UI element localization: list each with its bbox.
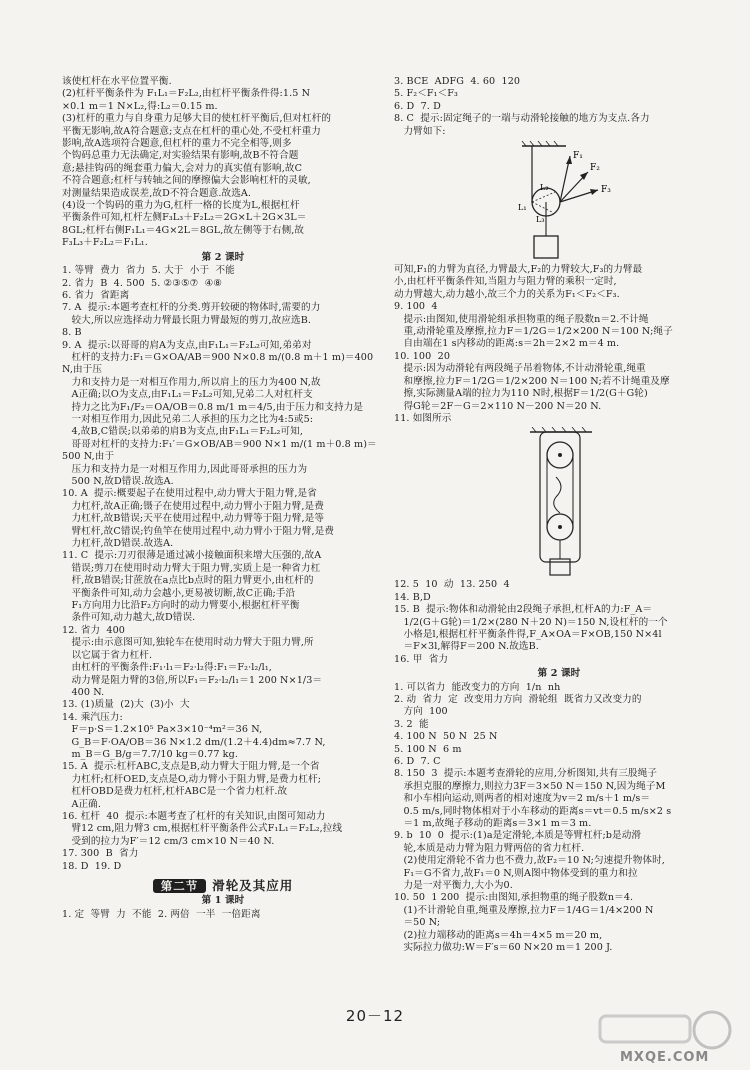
pulley-lesson2-heading: 第 2 课时 bbox=[537, 668, 581, 680]
pulley-answers-part1: 3. BCE ADFG 4. 60 120 5. F₂＜F₁＜F₃ 6. D 7. D 8. C 提示:固定绳子的一端与动滑轮接触的地方为支点.各力 力臂如下: bbox=[394, 76, 650, 137]
lever-experiment-answers: 该使杠杆在水平位置平衡. (2)杠杆平衡条件为 F₁L₁＝F₂L₂,由杠杆平衡条件得:1.5 N ×0.1 m＝1 N×L₂,得:L₂＝0.15 m. (3)杠杆的重力与自身重力足够大目的使杠杆平衡后,但对杠杆的 平衡无影响,故A符合题意;支点在杠杆的重心处,不受杠杆重力 影响,故A选项符合题意,但杠杆的重力不完全相等,则多 个钩码总重力无法确定,对实验结果有影响,故B不符合题 意;悬挂钩码的绳套重力偏大,会对力的真实值有影响,故C 不符合题意;杠杆与转轴之间的摩擦偏大会影响杠杆的灵敏, 对测量结果造成误差,故D不符合题意.故选A. (4)设一个钩码的重力为G,杠杆一格的长度为L,根据杠杆 平衡条件可知,杠杆左侧F₃L₃＋F₂L₂＝2G×L＋2G×3L＝ 8GL;杠杆右侧F₁L₁＝4G×2L＝8GL,故左侧等于右侧,故 F₃L₃＋F₂L₂＝F₁L₁. bbox=[62, 76, 332, 249]
section-badge: 第二节 bbox=[153, 879, 207, 893]
pulley-lesson1-heading: 第 1 课时 bbox=[201, 895, 245, 907]
section-heading bbox=[62, 879, 384, 893]
arrowhead-f3-icon bbox=[590, 189, 598, 195]
fixed-axle-icon bbox=[558, 453, 562, 457]
lesson2-heading: 第 2 课时 bbox=[201, 251, 245, 263]
movable-axle-icon bbox=[558, 525, 562, 529]
arrowhead-f1-icon bbox=[566, 156, 572, 164]
right-column bbox=[394, 76, 724, 955]
pulley-lesson2-answers: 1. 可以省力 能改变力的方向 1/n nh 2. 动 省力 定 改变用力方向 滑轮组 既省力又改变力的 方向 100 3. 2 能 4. 100 N 50 N 25 N 5. 100 N 6 m 6. D 7. C 8. 150 3 提示:本题考查滑轮的应用,分析图知,共有三股绳子 承担克服的摩擦力,则拉力3F＝3×50 N＝150 N,因为绳子M 和小车相向运动,则两者的相对速度为v＝2 m/s＋1 m/s＝ 0.5 m/s,同时物体相对于小车移动的距离s＝vt＝0.5 m/s×2 s ＝1 m,故绳子移动的距离s＝3×1 m＝3 m. 9. b 10 0 提示:(1)a是定滑轮,本质是等臂杠杆;b是动滑 轮,本质是动力臂为阻力臂两倍的省力杠杆. (2)使用定滑轮不省力也不费力,故F₂＝10 N;匀速提升物体时, F₁＝G不省力,故F₁＝0 N,则A图中物体受到的重力和拉 力是一对平衡力,大小为0. 10. 50 1 200 提示:由图知,承担物重的绳子股数n＝4. (1)不计滑轮自重,绳重及摩擦,拉力F＝1/4G＝1/4×200 N ＝50 N; (2)拉力端移动的距离s＝4h＝4×5 m＝20 m, 实际拉力做功:W＝F′s＝60 N×20 m＝1 200 J. bbox=[394, 681, 672, 954]
pulley-block-drawing bbox=[526, 427, 596, 577]
watermark-text: MXQE.COM bbox=[620, 1050, 710, 1065]
section-title: 滑轮及其应用 bbox=[212, 878, 294, 893]
page-number: 20－12 bbox=[345, 1007, 405, 1025]
left-column bbox=[62, 76, 384, 921]
label-l2: L₂ bbox=[540, 183, 549, 193]
label-f3: F₃ bbox=[601, 185, 611, 196]
pulley-answers-part2: 可知,F₁的力臂为直径,力臂最大,F₂的力臂较大,F₃的力臂最 小,由杠杆平衡条件知,当阻力与阻力臂的乘积一定时, 动力臂越大,动力越小,故三个力的关系为F₁＜F₂＜F₃. 9. 100 4 提示:由图知,使用滑轮组承担物重的绳子股数n＝2.不计绳 重,动滑轮重及摩擦,拉力F＝1/2G＝1/2×200 N＝100 N;绳子 自由端在1 s内移动的距离:s＝2h＝2×2 m＝4 m. 10. 100 20 提示:因为动滑轮有两段绳子吊着物体,不计动滑轮重,绳重 和摩擦,拉力F＝1/2G＝1/2×200 N＝100 N;若不计绳重及摩 擦,实际测量A端的拉力为110 N时,根据F＝1/2(G＋G轮) 得G轮＝2F－G＝2×110 N－200 N＝20 N. 11. 如图所示 bbox=[394, 264, 673, 424]
ceiling-hatch-icon bbox=[522, 141, 566, 146]
weight-block-icon bbox=[534, 236, 558, 258]
label-f2: F₂ bbox=[590, 163, 600, 174]
pulley-force-diagram bbox=[510, 140, 620, 262]
label-f1: F₁ bbox=[573, 151, 583, 162]
pulley-answers-part3: 12. 5 10 动 13. 250 4 14. B,D 15. B 提示:物体和动滑轮由2段绳子承担,杠杆A的力:F_A＝ 1/2(G＋G轮)＝1/2×(280 N＋20 N)＝150 N,设杠杆的一个 小格是l,根据杠杆平衡条件得,F_A×OA＝F×OB,150 N×4l ＝F×3l,解得F＝200 N.故选B. 16. 甲 省力 bbox=[394, 579, 668, 665]
pulley-lesson1-answers: 1. 定 等臂 力 不能 2. 两倍 一半 一倍距离 bbox=[62, 908, 261, 920]
label-l1: L₁ bbox=[518, 203, 527, 213]
ceiling-beam-icon bbox=[530, 427, 592, 432]
lesson2-answers: 1. 等臂 费力 省力 5. 大于 小于 不能 2. 省力 B 4. 500 5. ②③⑤⑦ ④⑧ 6. 省力 省距离 7. A 提示:本题考查杠杆的分类.剪开较硬的物体时,需要的力 较大,所以应选择动力臂最长阻力臂最短的剪刀,故应选B. 8. B 9. A 提示:以哥哥的肩A为支点,由F₁L₁＝F₂L₂可知,弟弟对 杠杆的支持力:F₁＝G×OA/AB＝900 N×0.8 m/(0.8 m＋1 m)＝400 N,由于压 力和支持力是一对相互作用力,所以肩上的压力为400 N,故 A正确;以O为支点,由F₁L₁＝F₂L₂可知,兄弟二人对杠杆支 持力之比为F₁/F₂＝OA/OB＝0.8 m/1 m＝4/5,由于压力和支持力是 一对相互作用力,因此兄弟二人承担的压力之比为4:5或5: 4,故B,C错误;以弟弟的肩B为支点,由F₁L₁＝F₂L₂可知, 哥哥对杠杆的支持力:F₁′＝G×OB/AB＝900 N×1 m/(1 m＋0.8 m)＝500 N,由于 压力和支持力是一对相互作用力,因此哥哥承担的压力为 500 N,故D错误.故选A. 10. A 提示:概要起子在使用过程中,动力臂大于阻力臂,是省 力杠杆,故A正确;镊子在使用过程中,动力臂小于阻力臂,是费 力杠杆,故B错误;天平在使用过程中,动力臂等于阻力臂,是等 臂杠杆,故C错误;钓鱼竿在使用过程中,动力臂小于阻力臂,是费 力杠杆,故D错误.故选A. 11. C 提示:刀刃很薄是通过减小接触面积来增大压强的,故A 错误;剪刀在使用时动力臂大于阻力臂,实质上是一种省力杠 杆,故B错误;甘蔗放在a点比b点时的阻力臂更小,由杠杆的 平衡条件可知,动力会越小,更易被切断,故C正确;手沿 F₁方向用力比沿F₂方向时的动力臂要小,根据杠杆平衡 条件可知,动力越大,故D错误. 12. 省力 400 提示:由示意图可知,独轮车在使用时动力臂大于阻力臂,所 以它属于省力杠杆. 由杠杆的平衡条件:F₁·l₁＝F₂·l₂得:F₁＝F₂·l₂/l₁, 动力臂是阻力臂的3倍,所以F₁＝F₂·l₂/l₁＝1 200 N×1/3＝ 400 N. 13. (1)质量 (2)大 (3)小 大 14. 乘汽压力: F＝p·S＝1.2×10⁵ Pa×3×10⁻⁴m²＝36 N, G_B＝F·OA/OB＝36 N×1.2 dm/(1.2＋4.4)dm≈7.7 N, m_B＝G_B/g＝7.7/10 kg＝0.77 kg. 15. A 提示:杠杆ABC,支点是B,动力臂大于阻力臂,是一个省 力杠杆;杠杆OED,支点是O,动力臂小于阻力臂,是费力杠杆; 杠杆OBD是费力杠杆,杠杆ABC是一个省力杠杆.故 A正确. 16. 杠杆 40 提示:本题考查了杠杆的有关知识,由图可知动力 臂12 cm,阻力臂3 cm,根据杠杆平衡条件公式F₁L₁＝F₂L₂,拉线 受到的拉力为F′＝12 cm/3 cm×10 N＝40 N. 17. 300 B 省力 18. D 19. D bbox=[62, 265, 377, 872]
label-l3: L₃ bbox=[536, 215, 545, 225]
rope-winding bbox=[554, 477, 561, 513]
